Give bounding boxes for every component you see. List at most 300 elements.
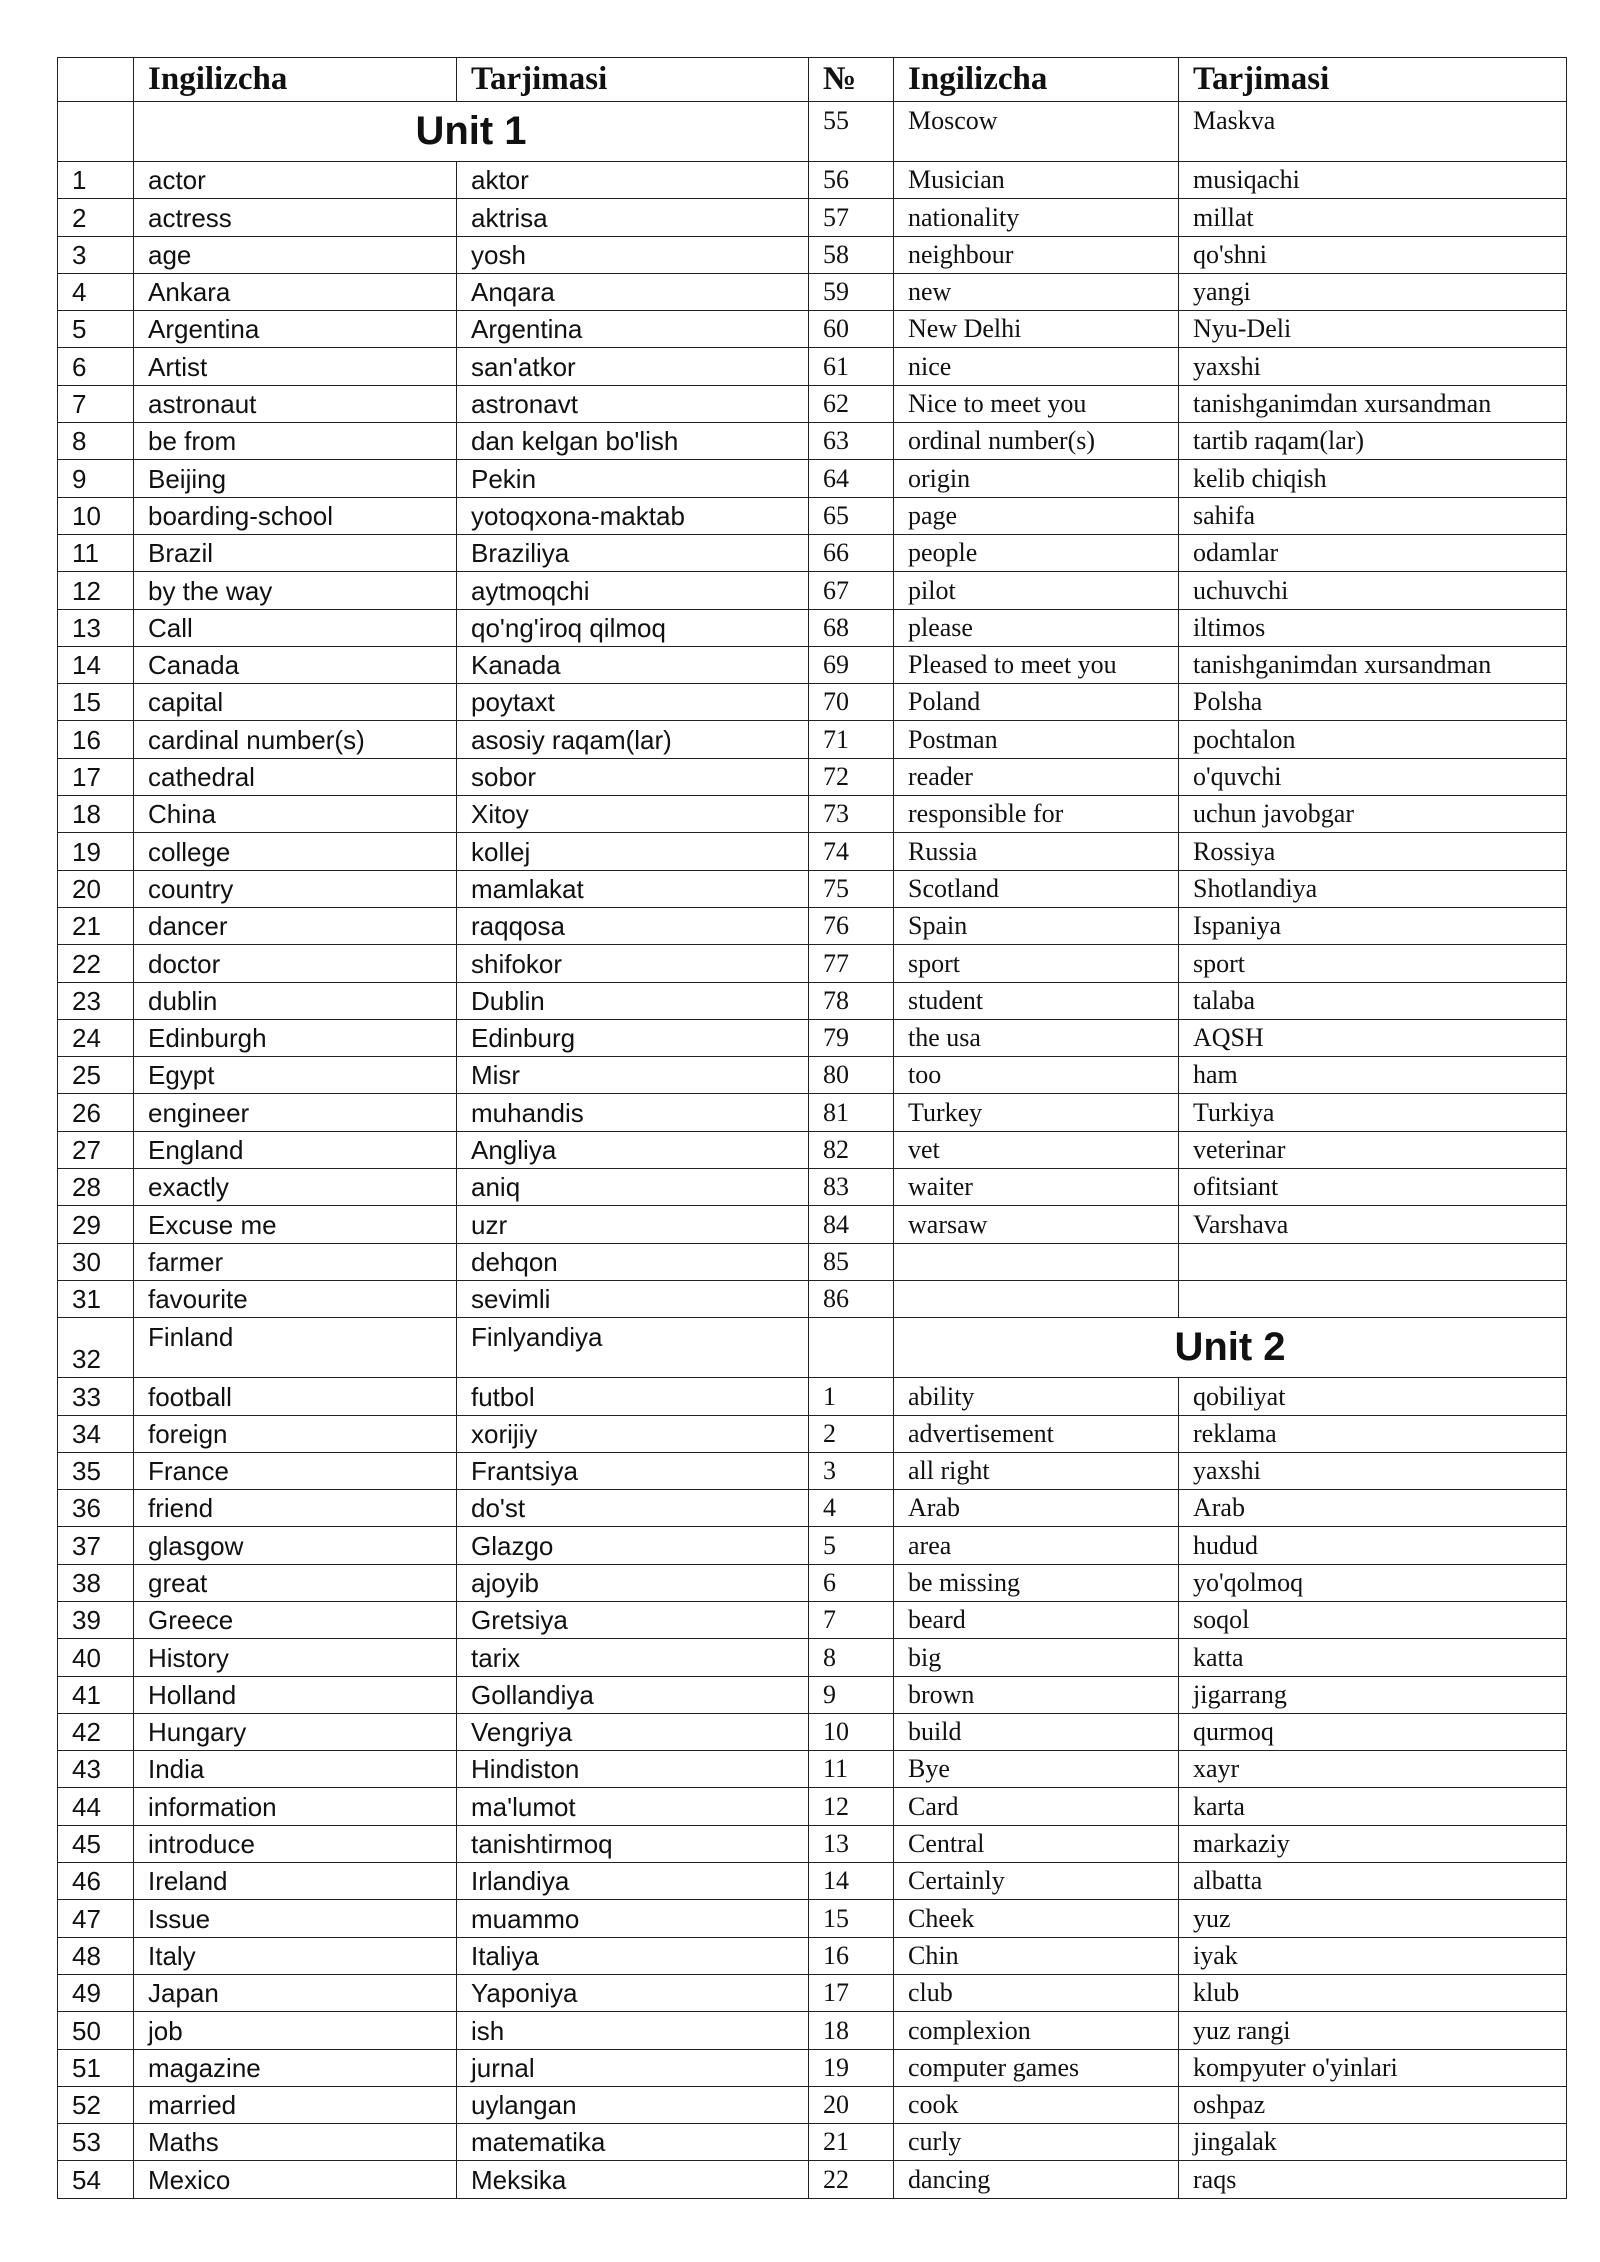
row-translation-left: sobor	[457, 758, 809, 795]
row-english-left: dublin	[134, 982, 457, 1019]
row-number-right: 17	[809, 1974, 894, 2011]
row-english-right: Poland	[894, 684, 1179, 721]
row-english-left: great	[134, 1564, 457, 1601]
row-english-left: Beijing	[134, 460, 457, 497]
row-translation-left: Argentina	[457, 311, 809, 348]
row-english-left: football	[134, 1378, 457, 1415]
row-number-right: 85	[809, 1243, 894, 1280]
row-number-right: 86	[809, 1280, 894, 1317]
table-row	[58, 199, 1567, 236]
row-english-left: boarding-school	[134, 497, 457, 534]
row-translation-left: Anqara	[457, 273, 809, 310]
row-number-right: 79	[809, 1019, 894, 1056]
row-number-right: 63	[809, 423, 894, 460]
row-translation-right: sport	[1179, 945, 1567, 982]
row-translation-left: sevimli	[457, 1280, 809, 1317]
row-number-left: 35	[58, 1452, 134, 1489]
table-row	[58, 1527, 1567, 1564]
row-english-right: warsaw	[894, 1206, 1179, 1243]
row-number-left: 48	[58, 1937, 134, 1974]
row-translation-right: yuz rangi	[1179, 2012, 1567, 2049]
row-translation-left: Misr	[457, 1057, 809, 1094]
unit2-number-cell	[809, 1318, 894, 1378]
row-english-left: married	[134, 2086, 457, 2123]
row-number-left: 34	[58, 1415, 134, 1452]
row-translation-left: uzr	[457, 1206, 809, 1243]
row-translation-left: Dublin	[457, 982, 809, 1019]
row-english-right: all right	[894, 1452, 1179, 1489]
row-english-right	[894, 1243, 1179, 1280]
row-number-right: 80	[809, 1057, 894, 1094]
row-number-right: 2	[809, 1415, 894, 1452]
row-english-right: Moscow	[894, 102, 1179, 162]
table-row	[58, 1243, 1567, 1280]
table-row	[58, 1713, 1567, 1750]
row-english-right: Nice to meet you	[894, 385, 1179, 422]
header-number-left	[58, 58, 134, 102]
table-row	[58, 423, 1567, 460]
row-english-right: Spain	[894, 907, 1179, 944]
row-translation-right: Arab	[1179, 1490, 1567, 1527]
table-row	[58, 1900, 1567, 1937]
table-row	[58, 348, 1567, 385]
row-number-right: 65	[809, 497, 894, 534]
row-number-left: 50	[58, 2012, 134, 2049]
row-english-left: cardinal number(s)	[134, 721, 457, 758]
row-translation-left: qo'ng'iroq qilmoq	[457, 609, 809, 646]
table-row	[58, 1318, 1567, 1378]
row-translation-right: qo'shni	[1179, 236, 1567, 273]
row-number-left: 10	[58, 497, 134, 534]
row-translation-left: Meksika	[457, 2161, 809, 2198]
row-translation-left: Xitoy	[457, 796, 809, 833]
row-english-left: information	[134, 1788, 457, 1825]
row-translation-right: soqol	[1179, 1601, 1567, 1638]
table-row	[58, 758, 1567, 795]
row-translation-right: millat	[1179, 199, 1567, 236]
row-translation-left: aytmoqchi	[457, 572, 809, 609]
row-translation-left: raqqosa	[457, 907, 809, 944]
row-number-right: 66	[809, 534, 894, 571]
row-translation-left: shifokor	[457, 945, 809, 982]
row-number-right: 57	[809, 199, 894, 236]
row-english-left: magazine	[134, 2049, 457, 2086]
row-english-left: Maths	[134, 2124, 457, 2161]
row-number-left: 1	[58, 162, 134, 199]
row-number-left: 27	[58, 1131, 134, 1168]
row-english-right: dancing	[894, 2161, 1179, 2198]
row-english-right: club	[894, 1974, 1179, 2011]
row-number-right: 21	[809, 2124, 894, 2161]
table-row	[58, 1415, 1567, 1452]
table-row	[58, 1601, 1567, 1638]
row-number-right: 69	[809, 646, 894, 683]
table-row	[58, 1378, 1567, 1415]
row-translation-right: yuz	[1179, 1900, 1567, 1937]
row-number-right: 83	[809, 1169, 894, 1206]
row-translation-left: do'st	[457, 1490, 809, 1527]
row-translation-right: iltimos	[1179, 609, 1567, 646]
row-translation-left: Edinburg	[457, 1019, 809, 1056]
row-number-left: 42	[58, 1713, 134, 1750]
row-translation-right: veterinar	[1179, 1131, 1567, 1168]
row-translation-right: markaziy	[1179, 1825, 1567, 1862]
row-number-right: 82	[809, 1131, 894, 1168]
row-english-left: China	[134, 796, 457, 833]
row-translation-left: Pekin	[457, 460, 809, 497]
row-number-left: 13	[58, 609, 134, 646]
table-row	[58, 796, 1567, 833]
row-translation-left: ajoyib	[457, 1564, 809, 1601]
table-row	[58, 1131, 1567, 1168]
row-english-left: country	[134, 870, 457, 907]
row-translation-left: Italiya	[457, 1937, 809, 1974]
row-translation-left: yotoqxona-maktab	[457, 497, 809, 534]
table-row	[58, 236, 1567, 273]
row-english-left: engineer	[134, 1094, 457, 1131]
row-english-right: Russia	[894, 833, 1179, 870]
row-translation-right: jingalak	[1179, 2124, 1567, 2161]
header-english-left: Ingilizcha	[134, 58, 457, 102]
row-number-right: 76	[809, 907, 894, 944]
header-english-right: Ingilizcha	[894, 58, 1179, 102]
row-translation-left: san'atkor	[457, 348, 809, 385]
row-english-left: college	[134, 833, 457, 870]
row-number-left: 41	[58, 1676, 134, 1713]
row-number-left: 47	[58, 1900, 134, 1937]
table-row	[58, 2049, 1567, 2086]
row-number-left: 5	[58, 311, 134, 348]
row-translation-right: kelib chiqish	[1179, 460, 1567, 497]
row-translation-left: aktor	[457, 162, 809, 199]
row-english-right: Musician	[894, 162, 1179, 199]
row-number-left: 28	[58, 1169, 134, 1206]
row-translation-left: Hindiston	[457, 1751, 809, 1788]
row-translation-right: yaxshi	[1179, 1452, 1567, 1489]
row-number-right: 7	[809, 1601, 894, 1638]
row-translation-left: aniq	[457, 1169, 809, 1206]
table-row	[58, 1452, 1567, 1489]
row-english-left: astronaut	[134, 385, 457, 422]
table-row	[58, 1825, 1567, 1862]
row-translation-left: astronavt	[457, 385, 809, 422]
unit1-title: Unit 1	[134, 102, 809, 162]
table-row	[58, 534, 1567, 571]
table-row	[58, 609, 1567, 646]
row-english-right: Card	[894, 1788, 1179, 1825]
row-number-right: 12	[809, 1788, 894, 1825]
row-number-right: 70	[809, 684, 894, 721]
row-translation-right: talaba	[1179, 982, 1567, 1019]
row-english-left: cathedral	[134, 758, 457, 795]
table-row	[58, 982, 1567, 1019]
row-number-right: 72	[809, 758, 894, 795]
row-number-left: 7	[58, 385, 134, 422]
row-english-right: Certainly	[894, 1863, 1179, 1900]
row-number-right: 18	[809, 2012, 894, 2049]
row-number-left: 16	[58, 721, 134, 758]
row-english-right: new	[894, 273, 1179, 310]
row-english-left: Edinburgh	[134, 1019, 457, 1056]
row-english-left: foreign	[134, 1415, 457, 1452]
row-translation-left: ish	[457, 2012, 809, 2049]
row-english-left: actor	[134, 162, 457, 199]
row-translation-right: reklama	[1179, 1415, 1567, 1452]
row-english-left: introduce	[134, 1825, 457, 1862]
header-translation-left: Tarjimasi	[457, 58, 809, 102]
row-number-left: 21	[58, 907, 134, 944]
row-number-right: 77	[809, 945, 894, 982]
row-translation-right: AQSH	[1179, 1019, 1567, 1056]
row-translation-right: klub	[1179, 1974, 1567, 2011]
row-number-left: 6	[58, 348, 134, 385]
row-number-right: 84	[809, 1206, 894, 1243]
row-translation-left: Braziliya	[457, 534, 809, 571]
row-english-right: Arab	[894, 1490, 1179, 1527]
row-english-left: glasgow	[134, 1527, 457, 1564]
row-number-left: 36	[58, 1490, 134, 1527]
row-translation-right: uchuvchi	[1179, 572, 1567, 609]
row-number-right: 13	[809, 1825, 894, 1862]
row-english-right: build	[894, 1713, 1179, 1750]
row-translation-right: Nyu-Deli	[1179, 311, 1567, 348]
row-translation-left: Yaponiya	[457, 1974, 809, 2011]
row-number-right: 3	[809, 1452, 894, 1489]
table-row	[58, 1564, 1567, 1601]
row-number-right: 55	[809, 102, 894, 162]
row-translation-left: poytaxt	[457, 684, 809, 721]
row-english-left: Japan	[134, 1974, 457, 2011]
row-translation-right: yo'qolmoq	[1179, 1564, 1567, 1601]
row-number-left: 22	[58, 945, 134, 982]
row-translation-left: muhandis	[457, 1094, 809, 1131]
row-english-right: area	[894, 1527, 1179, 1564]
table-row	[58, 1788, 1567, 1825]
row-english-right: curly	[894, 2124, 1179, 2161]
row-translation-right: o'quvchi	[1179, 758, 1567, 795]
row-number-right: 15	[809, 1900, 894, 1937]
row-translation-left: dehqon	[457, 1243, 809, 1280]
table-row	[58, 1057, 1567, 1094]
table-row	[58, 162, 1567, 199]
row-english-right: ordinal number(s)	[894, 423, 1179, 460]
row-english-left: Finland	[134, 1318, 457, 1378]
row-english-left: Call	[134, 609, 457, 646]
row-english-right: Central	[894, 1825, 1179, 1862]
row-translation-left: muammo	[457, 1900, 809, 1937]
row-english-right: Chin	[894, 1937, 1179, 1974]
row-english-left: Hungary	[134, 1713, 457, 1750]
row-number-right: 75	[809, 870, 894, 907]
row-english-left: Egypt	[134, 1057, 457, 1094]
row-english-left: Artist	[134, 348, 457, 385]
row-english-right: reader	[894, 758, 1179, 795]
row-translation-right: iyak	[1179, 1937, 1567, 1974]
row-number-right: 71	[809, 721, 894, 758]
row-number-right: 22	[809, 2161, 894, 2198]
row-number-right: 11	[809, 1751, 894, 1788]
row-number-right: 61	[809, 348, 894, 385]
row-number-left: 52	[58, 2086, 134, 2123]
row-translation-right: Ispaniya	[1179, 907, 1567, 944]
row-number-right: 78	[809, 982, 894, 1019]
vocabulary-table	[57, 57, 1567, 2199]
row-number-right: 1	[809, 1378, 894, 1415]
row-english-right: people	[894, 534, 1179, 571]
row-number-right: 16	[809, 1937, 894, 1974]
row-number-left: 33	[58, 1378, 134, 1415]
row-number-right: 5	[809, 1527, 894, 1564]
row-translation-left: matematika	[457, 2124, 809, 2161]
row-number-left: 49	[58, 1974, 134, 2011]
table-row	[58, 497, 1567, 534]
row-number-left: 15	[58, 684, 134, 721]
row-english-left: capital	[134, 684, 457, 721]
row-translation-left: Angliya	[457, 1131, 809, 1168]
unit1-row	[58, 102, 1567, 162]
row-number-left: 25	[58, 1057, 134, 1094]
row-translation-right: Rossiya	[1179, 833, 1567, 870]
row-number-left: 8	[58, 423, 134, 460]
row-number-left: 18	[58, 796, 134, 833]
row-number-right: 9	[809, 1676, 894, 1713]
row-english-left: Ankara	[134, 273, 457, 310]
table-row	[58, 1206, 1567, 1243]
row-english-left: Argentina	[134, 311, 457, 348]
row-english-right: nationality	[894, 199, 1179, 236]
row-translation-right: ham	[1179, 1057, 1567, 1094]
row-english-left: England	[134, 1131, 457, 1168]
table-row	[58, 907, 1567, 944]
row-translation-left: xorijiy	[457, 1415, 809, 1452]
row-english-left: India	[134, 1751, 457, 1788]
row-number-right: 56	[809, 162, 894, 199]
row-english-left: History	[134, 1639, 457, 1676]
row-number-left: 12	[58, 572, 134, 609]
row-english-left: Ireland	[134, 1863, 457, 1900]
row-translation-right: Shotlandiya	[1179, 870, 1567, 907]
row-translation-right: tanishganimdan xursandman	[1179, 646, 1567, 683]
table-row	[58, 572, 1567, 609]
row-translation-right: hudud	[1179, 1527, 1567, 1564]
row-translation-right: musiqachi	[1179, 162, 1567, 199]
row-translation-left: tanishtirmoq	[457, 1825, 809, 1862]
row-english-left: age	[134, 236, 457, 273]
row-number-right: 59	[809, 273, 894, 310]
table-row	[58, 1019, 1567, 1056]
row-english-left: Italy	[134, 1937, 457, 1974]
row-translation-left: futbol	[457, 1378, 809, 1415]
row-translation-left: Irlandiya	[457, 1863, 809, 1900]
row-number-right: 60	[809, 311, 894, 348]
table-row	[58, 311, 1567, 348]
row-english-right: ability	[894, 1378, 1179, 1415]
row-english-right: responsible for	[894, 796, 1179, 833]
row-english-left: Issue	[134, 1900, 457, 1937]
row-translation-left: mamlakat	[457, 870, 809, 907]
row-translation-right: oshpaz	[1179, 2086, 1567, 2123]
row-translation-right	[1179, 1243, 1567, 1280]
row-translation-left: Frantsiya	[457, 1452, 809, 1489]
row-translation-right: Turkiya	[1179, 1094, 1567, 1131]
row-english-right: pilot	[894, 572, 1179, 609]
table-row	[58, 2086, 1567, 2123]
row-number-left: 54	[58, 2161, 134, 2198]
row-english-left: dancer	[134, 907, 457, 944]
row-english-left: Greece	[134, 1601, 457, 1638]
header-number-right: №	[809, 58, 894, 102]
table-row	[58, 870, 1567, 907]
table-row	[58, 1751, 1567, 1788]
row-translation-left: tarix	[457, 1639, 809, 1676]
row-number-left: 53	[58, 2124, 134, 2161]
row-number-left: 19	[58, 833, 134, 870]
row-english-right: New Delhi	[894, 311, 1179, 348]
row-translation-left: aktrisa	[457, 199, 809, 236]
row-number-left: 45	[58, 1825, 134, 1862]
row-number-left: 51	[58, 2049, 134, 2086]
row-english-left: Brazil	[134, 534, 457, 571]
row-english-right: beard	[894, 1601, 1179, 1638]
row-number-left: 20	[58, 870, 134, 907]
row-english-left: be from	[134, 423, 457, 460]
row-translation-right: xayr	[1179, 1751, 1567, 1788]
row-translation-left: dan kelgan bo'lish	[457, 423, 809, 460]
row-english-right: too	[894, 1057, 1179, 1094]
row-english-left: Excuse me	[134, 1206, 457, 1243]
row-translation-right: albatta	[1179, 1863, 1567, 1900]
row-number-right: 20	[809, 2086, 894, 2123]
row-translation-right: yaxshi	[1179, 348, 1567, 385]
row-english-left: job	[134, 2012, 457, 2049]
row-number-left: 26	[58, 1094, 134, 1131]
row-translation-left: asosiy raqam(lar)	[457, 721, 809, 758]
row-number-left: 14	[58, 646, 134, 683]
table-row	[58, 273, 1567, 310]
row-number-right: 67	[809, 572, 894, 609]
row-number-left: 38	[58, 1564, 134, 1601]
row-number-right: 64	[809, 460, 894, 497]
row-english-right: please	[894, 609, 1179, 646]
row-english-right: Pleased to meet you	[894, 646, 1179, 683]
row-english-right	[894, 1280, 1179, 1317]
row-translation-left: Gretsiya	[457, 1601, 809, 1638]
row-number-left: 23	[58, 982, 134, 1019]
row-english-right: Scotland	[894, 870, 1179, 907]
table-row	[58, 2161, 1567, 2198]
row-number-left: 44	[58, 1788, 134, 1825]
row-translation-left: Kanada	[457, 646, 809, 683]
unit2-title: Unit 2	[894, 1318, 1567, 1378]
row-translation-left: Gollandiya	[457, 1676, 809, 1713]
row-translation-right: tanishganimdan xursandman	[1179, 385, 1567, 422]
row-translation-right: Polsha	[1179, 684, 1567, 721]
row-number-right: 81	[809, 1094, 894, 1131]
row-english-right: big	[894, 1639, 1179, 1676]
row-translation-right: Maskva	[1179, 102, 1567, 162]
row-english-right: Turkey	[894, 1094, 1179, 1131]
table-row	[58, 460, 1567, 497]
row-english-left: Canada	[134, 646, 457, 683]
header-translation-right: Tarjimasi	[1179, 58, 1567, 102]
row-number-left: 24	[58, 1019, 134, 1056]
row-number-right: 62	[809, 385, 894, 422]
row-translation-left: Glazgo	[457, 1527, 809, 1564]
row-translation-right: tartib raqam(lar)	[1179, 423, 1567, 460]
row-translation-right: ofitsiant	[1179, 1169, 1567, 1206]
row-translation-right: jigarrang	[1179, 1676, 1567, 1713]
table-row	[58, 1280, 1567, 1317]
